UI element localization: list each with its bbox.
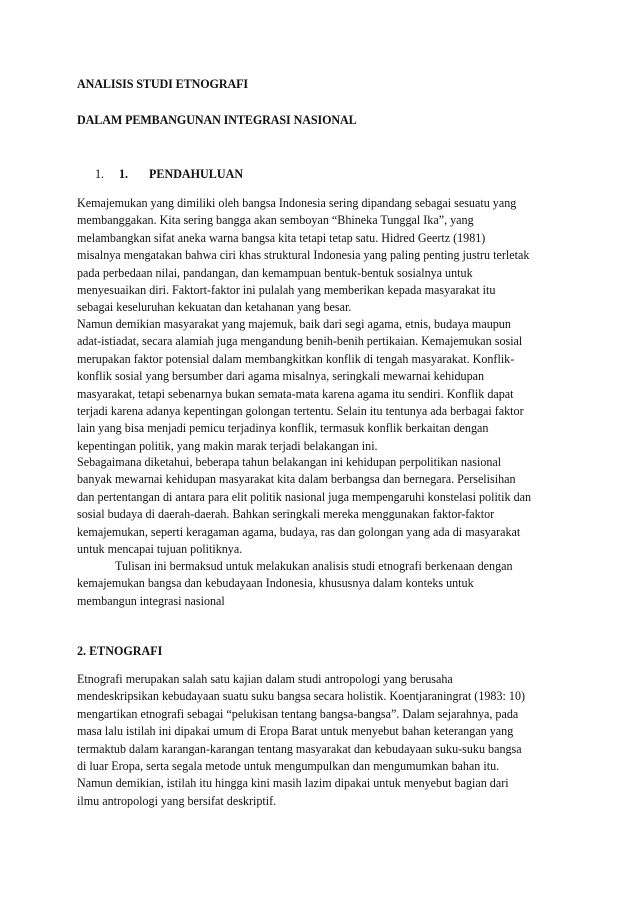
- section-1-heading: [95, 166, 243, 183]
- paragraph-line: kemajemukan, seperti keragaman agama, budaya, ras dan golongan yang ada di masyarakat: [77, 524, 521, 539]
- paragraph-line: di luar Eropa, serta segala metode untuk mengumpulkan dan mengumumkan bahan itu.: [77, 759, 500, 774]
- paragraph-line: melambangkan sifat aneka warna bangsa kita tetapi tetap satu. Hidred Geertz (1981): [77, 230, 486, 245]
- paragraph-line: Namun demikian, istilah itu hingga kini masih lazim dipakai untuk menyebut bagian dari: [77, 776, 509, 791]
- document-title-line-1: ANALISIS STUDI ETNOGRAFI: [77, 77, 248, 91]
- paragraph-line: banyak mewarnai kehidupan masyarakat kita dalam berbangsa dan bernegara. Perselisihan: [77, 472, 516, 487]
- paragraph-line: sosial budaya di daerah-daerah. Bahkan seringkali mereka menggunakan faktor-faktor: [77, 507, 495, 522]
- section-1-list-number: 1.: [95, 167, 105, 181]
- paragraph-line: dan pertentangan di antara para elit politik nasional juga mempengaruhi konstelasi politik dan: [77, 489, 532, 504]
- section-1-paragraph-1: [77, 195, 565, 317]
- section-1-paragraph-3: [77, 454, 565, 558]
- paragraph-line: adat-istiadat, secara alamiah juga mengandung benih-benih pertikaian. Kemajemukan sosial: [77, 334, 523, 349]
- paragraph-line: sebagai keseluruhan kekuatan dan ketahanan yang besar.: [77, 300, 352, 315]
- paragraph-line: merupakan faktor potensial dalam membangkitkan konflik di tengah masyarakat. Konflik-: [77, 351, 515, 366]
- paragraph-line-text: Tulisan ini bermaksud untuk melakukan analisis studi etnografi berkenaan dengan: [115, 559, 513, 573]
- section-1-paragraph-4: [77, 558, 565, 610]
- paragraph-line: kemajemukan bangsa dan kebudayaan Indonesia, khususnya dalam konteks untuk: [77, 576, 474, 591]
- paragraph-line: mendeskripsikan kebudayaan suatu suku bangsa secara holistik. Koentjaraningrat (1983: 10): [77, 689, 526, 704]
- paragraph-line: masyarakat, tetapi sebenarnya bukan semata-mata karena agama itu sendiri. Konflik dapat: [77, 386, 514, 401]
- paragraph-line: termaktub dalam karangan-karangan tentang masyarakat dan kebudayaan suku-suku bangsa: [77, 741, 522, 756]
- paragraph-line: Etnografi merupakan salah satu kajian dalam studi antropologi yang berusaha: [77, 672, 453, 686]
- paragraph-line: untuk mencapai tujuan politiknya.: [77, 542, 243, 557]
- document-title-line-2: DALAM PEMBANGUNAN INTEGRASI NASIONAL: [77, 113, 357, 127]
- paragraph-line: terjadi karena adanya kepentingan golongan tertentu. Selain itu tentunya ada berbagai faktor: [77, 404, 524, 419]
- section-1-paragraph-2: [77, 316, 565, 455]
- paragraph-line: kepentingan politik, yang makin marak terjadi belakangan ini.: [77, 438, 378, 453]
- paragraph-line: Sebagaimana diketahui, beberapa tahun belakangan ini kehidupan perpolitikan nasional: [77, 455, 502, 469]
- paragraph-line: pada perbedaan nilai, pandangan, dan kemampuan bentuk-bentuk sosialnya untuk: [77, 265, 473, 280]
- section-2-paragraph-1: [77, 671, 565, 810]
- paragraph-line: Namun demikian masyarakat yang majemuk, baik dari segi agama, etnis, budaya maupun: [77, 317, 511, 331]
- paragraph-line: ilmu antropologi yang bersifat deskriptif.: [77, 793, 277, 808]
- paragraph-line: menyesuaikan diri. Faktort-faktor ini pulalah yang memberikan kepada masyarakat itu: [77, 283, 496, 298]
- paragraph-line: membangun integrasi nasional: [77, 593, 225, 608]
- paragraph-line: masa lalu istilah ini dipakai umum di Eropa Barat untuk menyebut bahan keterangan yang: [77, 724, 514, 739]
- paragraph-line: [77, 558, 565, 575]
- paragraph-line: membanggakan. Kita sering bangga akan semboyan “Bhineka Tunggal Ika”, yang: [77, 213, 474, 228]
- paragraph-line: konflik sosial yang bersumber dari agama misalnya, seringkali mewarnai kehidupan: [77, 369, 485, 384]
- section-1-number: 1.: [119, 167, 129, 181]
- paragraph-line: mengartikan etnografi sebagai “pelukisan tentang bangsa-bangsa”. Dalam sejarahnya, pada: [77, 706, 519, 721]
- paragraph-line: misalnya mengatakan bahwa ciri khas struktural Indonesia yang paling penting justru terletak: [77, 248, 530, 263]
- paragraph-line: lain yang bisa menjadi pemicu terjadinya konflik, termasuk konflik berkaitan dengan: [77, 421, 489, 436]
- section-2-heading: 2. ETNOGRAFI: [77, 644, 163, 658]
- paragraph-line: Kemajemukan yang dimiliki oleh bangsa Indonesia sering dipandang sebagai sesuatu yang: [77, 196, 517, 210]
- section-1-heading-text: PENDAHULUAN: [149, 167, 244, 181]
